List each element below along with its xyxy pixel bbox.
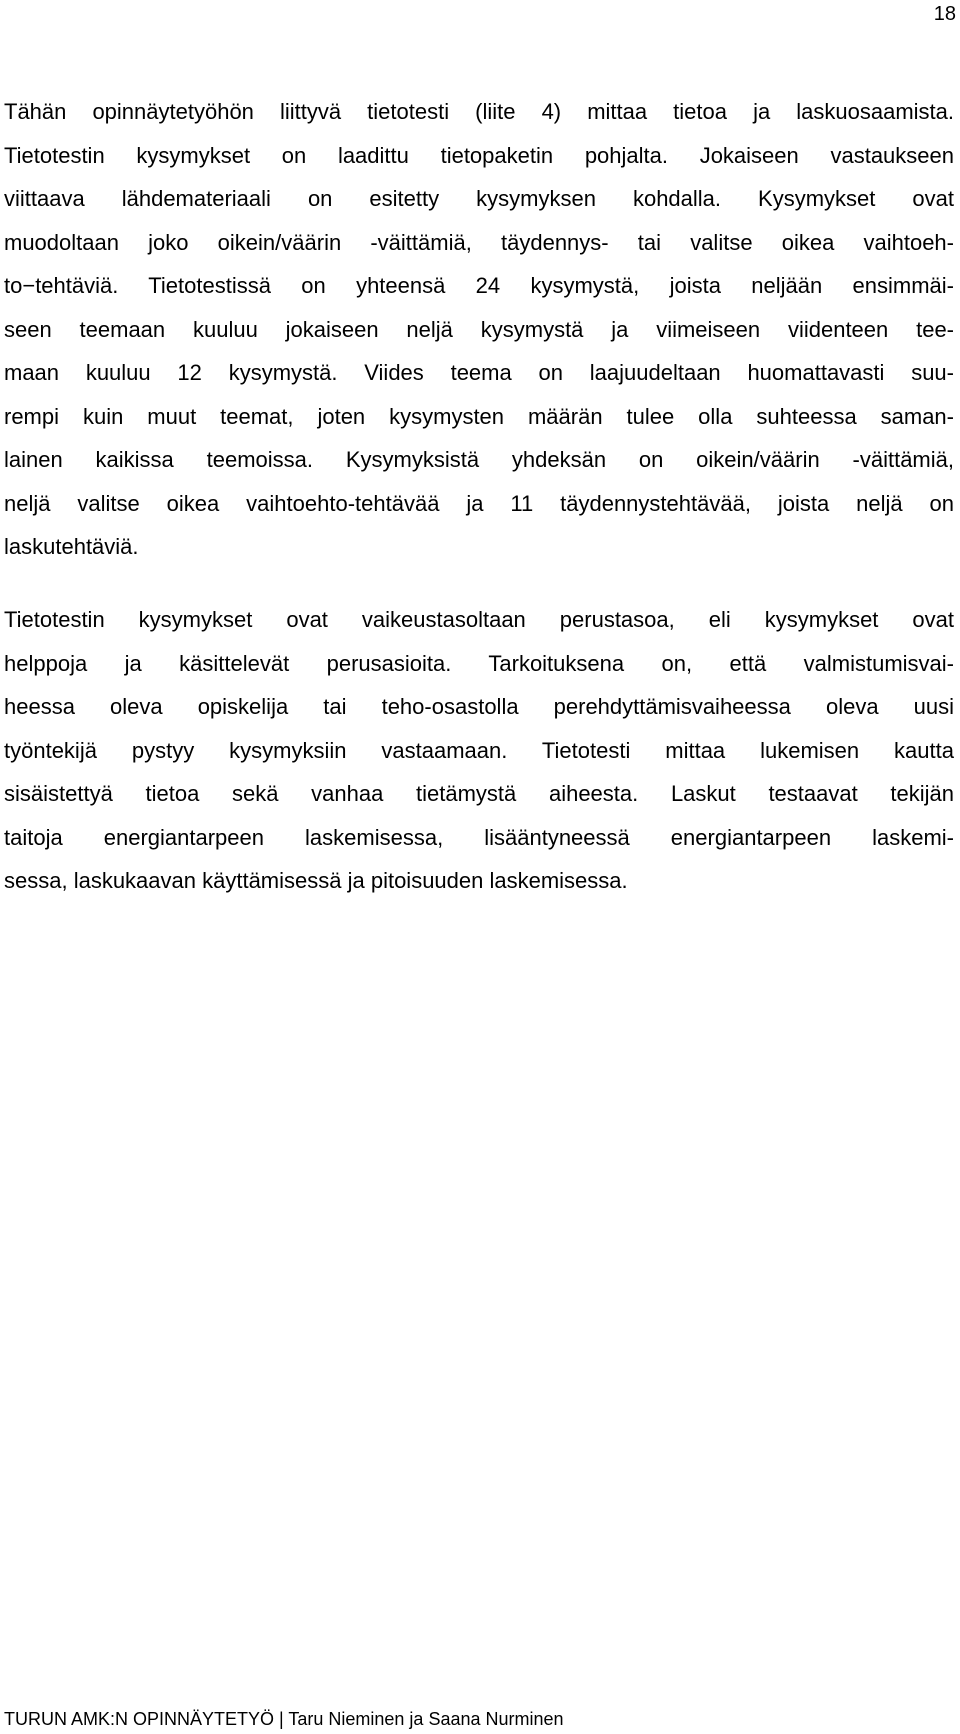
text-line: lainen kaikissa teemoissa. Kysymyksistä yhdeksän on oikein/väärin -väittämiä, bbox=[4, 447, 954, 472]
text-line: Tietotestin kysymykset on laadittu tietopaketin pohjalta. Jokaiseen vastaukseen bbox=[4, 143, 954, 168]
text-line: taitoja energiantarpeen laskemisessa, lisääntyneessä energiantarpeen laskemi- bbox=[4, 825, 954, 850]
text-line: viittaava lähdemateriaali on esitetty kysymyksen kohdalla. Kysymykset ovat bbox=[4, 186, 954, 211]
page-number: 18 bbox=[933, 3, 956, 25]
text-line: heessa oleva opiskelija tai teho-osastolla perehdyttämisvaiheessa oleva uusi bbox=[4, 694, 954, 719]
text-line: rempi kuin muut teemat, joten kysymysten määrän tulee olla suhteessa saman- bbox=[4, 404, 954, 429]
text-line: muodoltaan joko oikein/väärin -väittämiä, täydennys- tai valitse oikea vaihtoeh- bbox=[4, 230, 954, 255]
text-line: helppoja ja käsittelevät perusasioita. Tarkoituksena on, että valmistumisvai- bbox=[4, 651, 954, 676]
text-line: maan kuuluu 12 kysymystä. Viides teema on laajuudeltaan huomattavasti suu- bbox=[4, 360, 954, 385]
text-line: Tähän opinnäytetyöhön liittyvä tietotesti (liite 4) mittaa tietoa ja laskuosaamista. bbox=[4, 99, 954, 124]
text-line: sessa, laskukaavan käyttämisessä ja pitoisuuden laskemisessa. bbox=[4, 868, 628, 893]
text-line: neljä valitse oikea vaihtoehto-tehtävää ja 11 täydennystehtävää, joista neljä on bbox=[4, 491, 954, 516]
footer: TURUN AMK:N OPINNÄYTETYÖ | Taru Nieminen ja Saana Nurminen bbox=[4, 1709, 564, 1729]
text-line: seen teemaan kuuluu jokaiseen neljä kysymystä ja viimeiseen viidenteen tee- bbox=[4, 317, 954, 342]
text-line: laskutehtäviä. bbox=[4, 534, 139, 559]
text-line: to−tehtäviä. Tietotestissä on yhteensä 24 kysymystä, joista neljään ensimmäi- bbox=[4, 273, 954, 298]
text-line: työntekijä pystyy kysymyksiin vastaamaan. Tietotesti mittaa lukemisen kautta bbox=[4, 738, 954, 763]
text-line: Tietotestin kysymykset ovat vaikeustasoltaan perustasoa, eli kysymykset ovat bbox=[4, 607, 954, 632]
text-line: sisäistettyä tietoa sekä vanhaa tietämystä aiheesta. Laskut testaavat tekijän bbox=[4, 781, 954, 806]
